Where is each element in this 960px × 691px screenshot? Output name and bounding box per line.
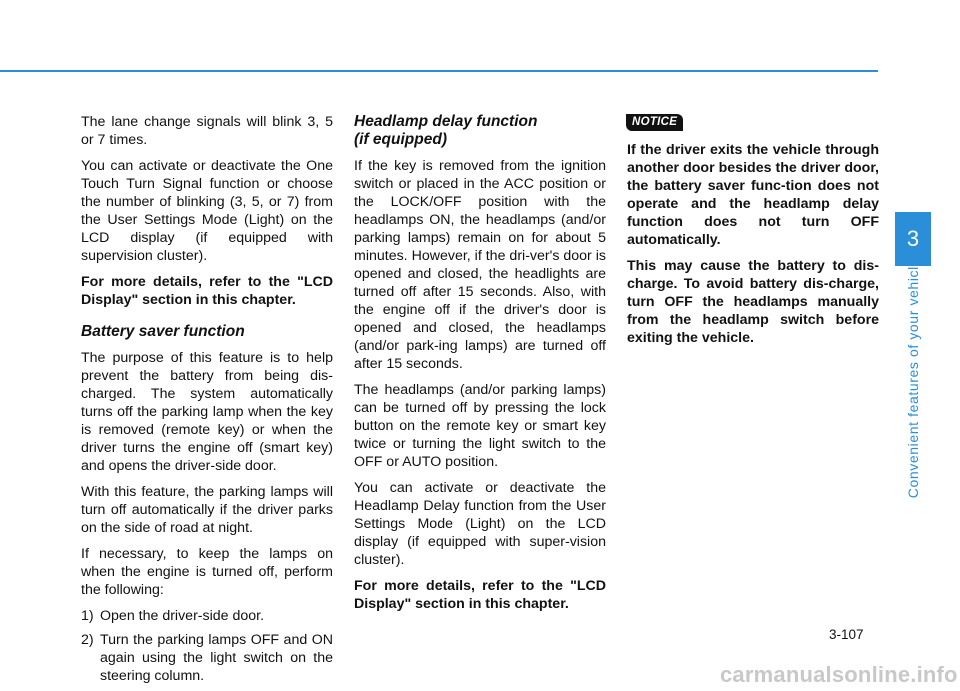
watermark: carmanualsonline.info [720, 662, 958, 687]
paragraph: The lane change signals will blink 3, 5 or 7 times. [81, 114, 333, 148]
paragraph: With this feature, the parking lamps will turn off automatically if the driver parks on the side of road at night. [81, 484, 333, 536]
paragraph-reference: For more details, refer to the "LCD Display" section in this chapter. [354, 578, 606, 612]
paragraph: You can activate or deactivate the Headlamp Delay function from the User Settings Mode (Light) on the LCD display (if equipped with super-vision cluster). [354, 480, 606, 568]
page-number: 3-107 [829, 627, 864, 642]
header-rule [0, 70, 878, 72]
paragraph: The headlamps (and/or parking lamps) can be turned off by pressing the lock button on the remote key or smart key twice or turning the light switch to the OFF or AUTO position. [354, 382, 606, 470]
paragraph-reference: For more details, refer to the "LCD Display" section in this chapter. [81, 274, 333, 308]
list-text: Open the driver-side door. [100, 608, 265, 624]
paragraph: If the key is removed from the ignition switch or placed in the ACC position or the LOCK/OFF position with the headlamps ON, the headlamps (and/or parking lamps) remain on for about 5 minutes. However, if the dri-ver's door is opened and closed, the headlights are turned off after 15 seconds. Also, with the engine off if the driver's door is opened and closed, the headlamps (and/or park-ing lamps) are turned off after 15 seconds. [354, 158, 606, 372]
notice-paragraph: If the driver exits the vehicle through another door besides the driver door, the battery saver func-tion does not operate and the headlamp delay function does not turn OFF automatically. [627, 142, 879, 248]
section-heading-headlamp-delay [354, 113, 606, 149]
chapter-number: 3 [906, 226, 920, 251]
list-text: Turn the parking lamps OFF and ON again using the light switch on the steering column. [100, 632, 333, 684]
paragraph: You can activate or deactivate the One Touch Turn Signal function or choose the number of blinking (3, 5, or 7) from the User Settings Mode (Light) on the LCD display (if equipped with supervision cluster). [81, 158, 333, 264]
notice-paragraph: This may cause the battery to dis-charge. To avoid battery dis-charge, turn OFF the headlamps manually from the headlamp switch before exiting the vehicle. [627, 258, 879, 346]
chapter-title: Convenient features of your vehicle [905, 257, 921, 499]
list-number: 2) [81, 632, 94, 648]
column-right [627, 113, 879, 355]
paragraph: The purpose of this feature is to help prevent the battery from being dis-charged. The system automatically turns off the parking lamp when the key is removed (remote key) or when the driver turns the engine off (smart key) and opens the driver-side door. [81, 350, 333, 474]
list-number: 1) [81, 608, 94, 624]
heading-line: (if equipped) [354, 131, 447, 148]
column-middle [354, 113, 606, 621]
section-heading-battery-saver: Battery saver function [81, 323, 245, 340]
paragraph: If necessary, to keep the lamps on when the engine is turned off, perform the following: [81, 546, 333, 598]
list-item [81, 631, 333, 685]
heading-line: Headlamp delay function [354, 113, 538, 130]
notice-badge: NOTICE [626, 114, 683, 131]
column-left [81, 113, 333, 691]
list-item [81, 607, 333, 625]
notice-body [627, 141, 879, 347]
